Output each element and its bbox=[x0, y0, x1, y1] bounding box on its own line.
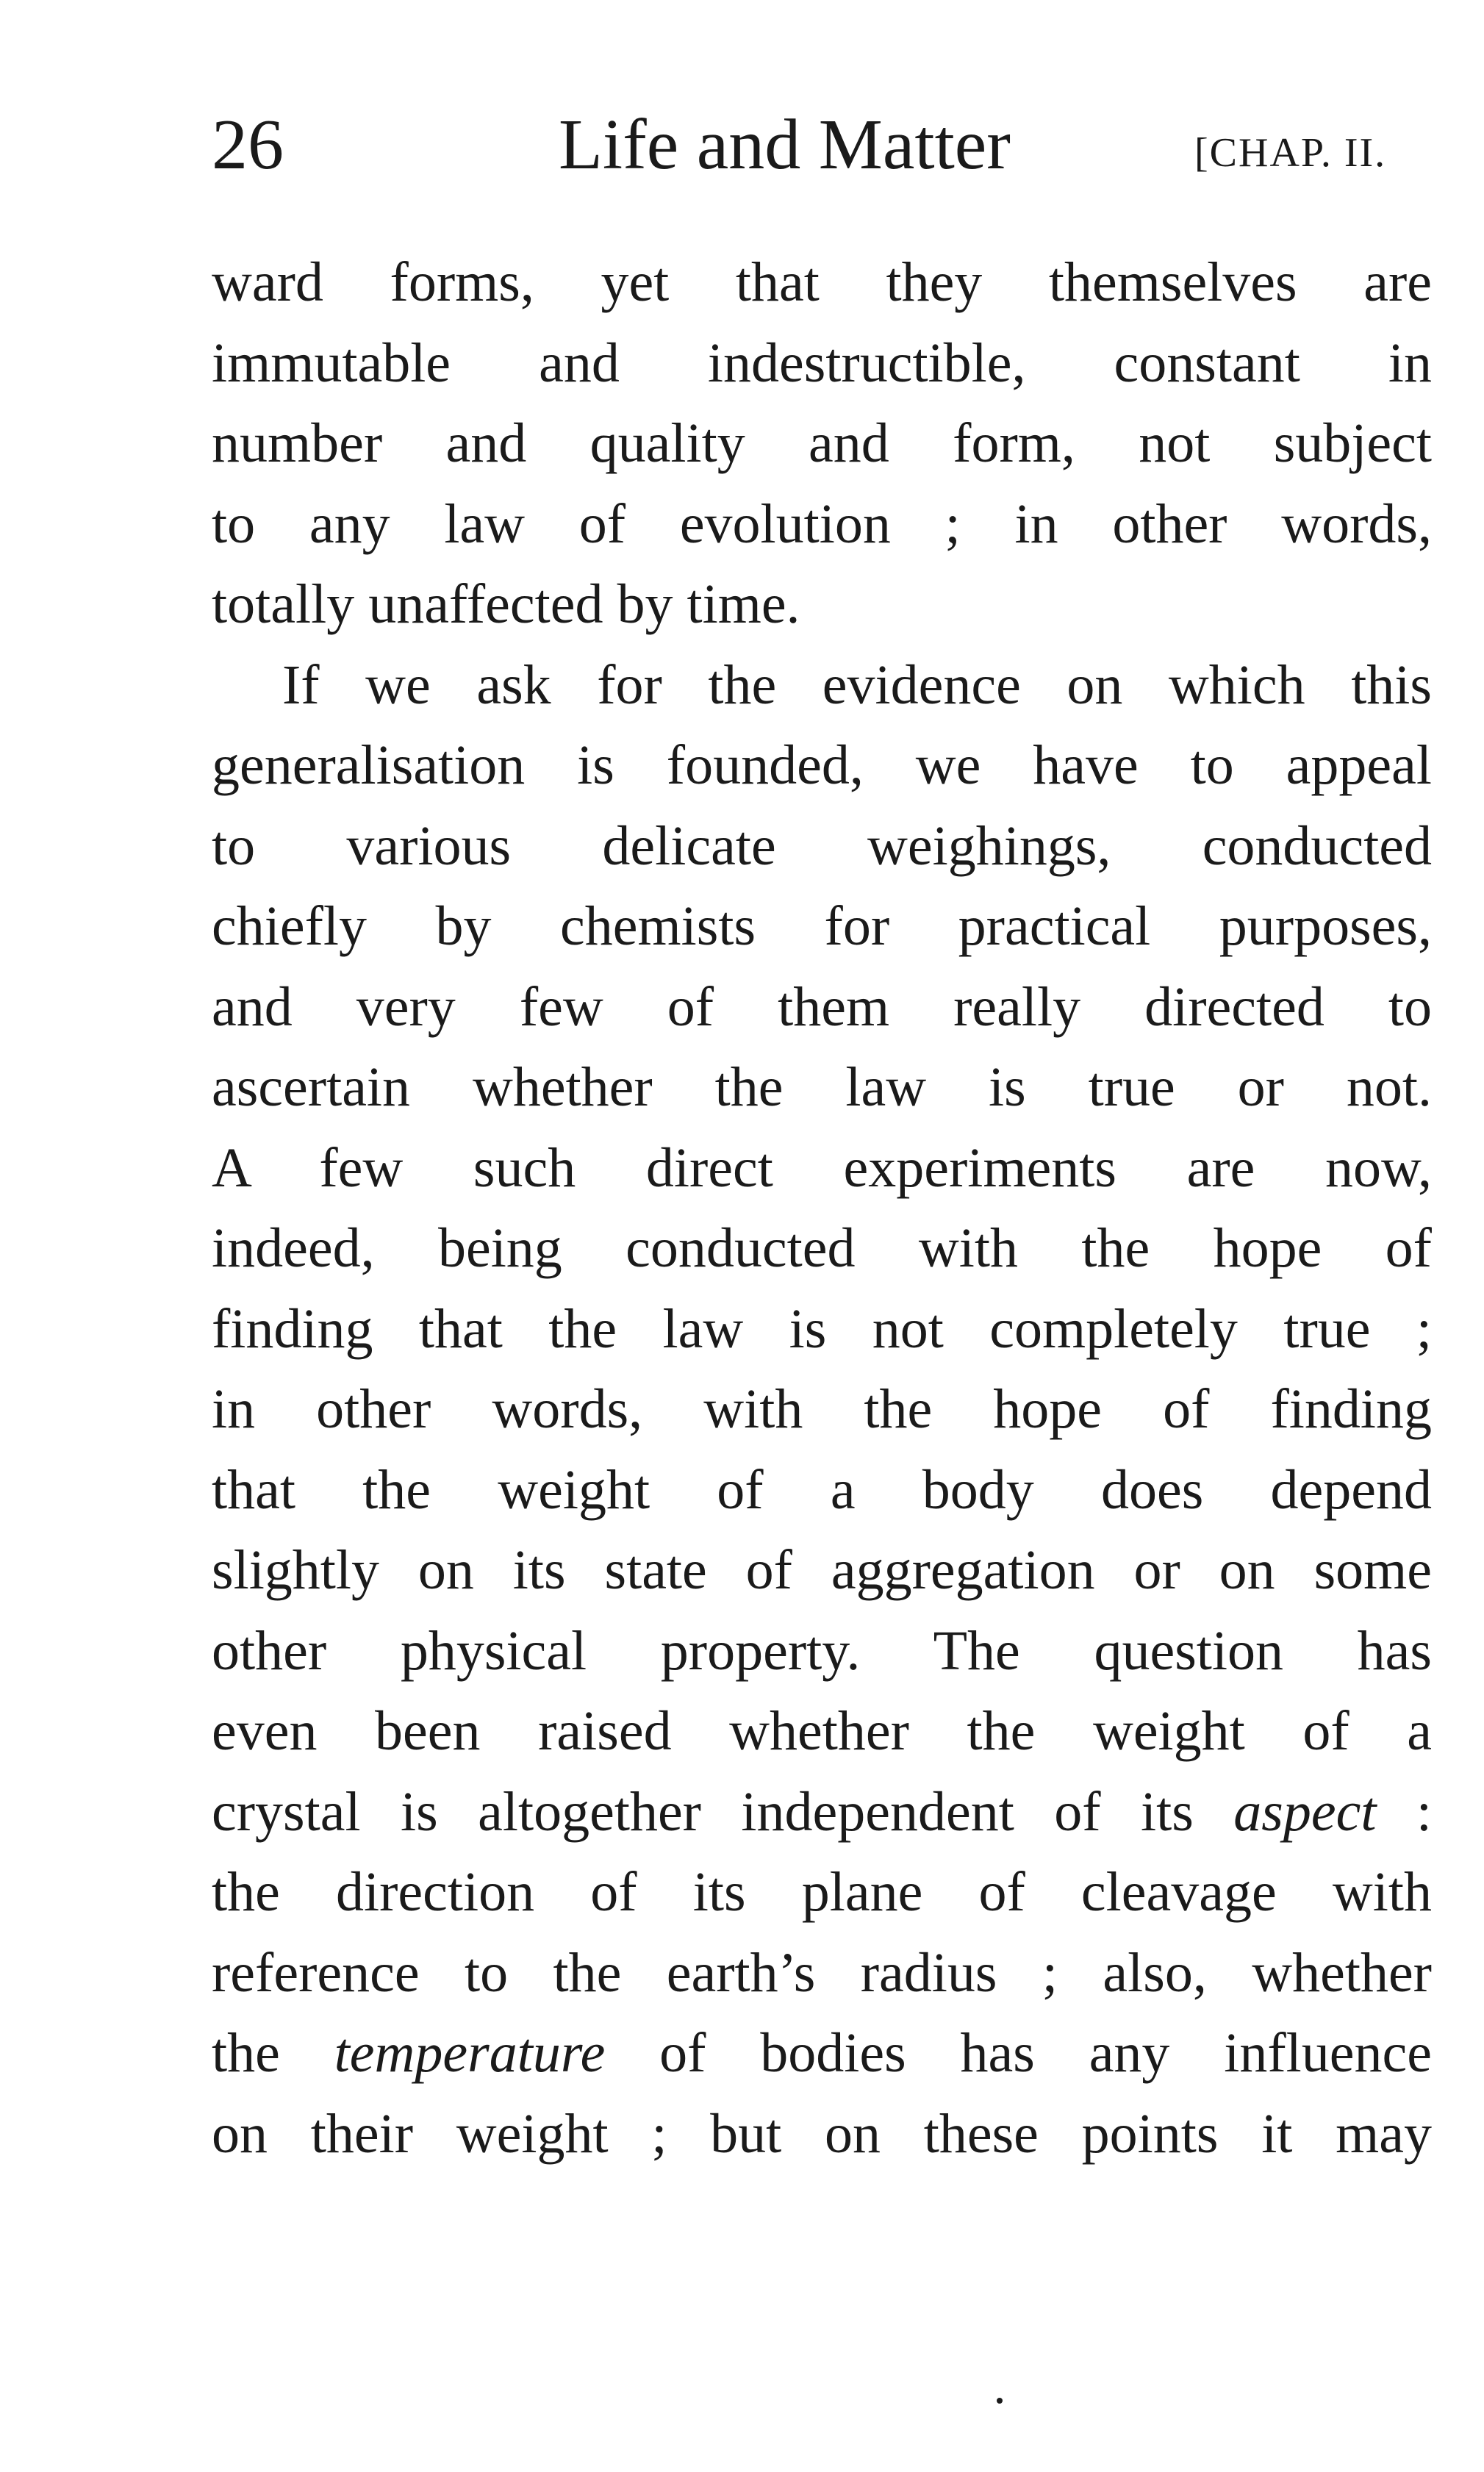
body-text bbox=[212, 243, 1432, 2174]
text-line: the direction of its plane of cleavage with bbox=[212, 1861, 1432, 1923]
text-line: indeed, being conducted with the hope of bbox=[212, 1217, 1432, 1279]
text-line: to any law of evolution ; in other words, bbox=[212, 492, 1432, 555]
page-number: 26 bbox=[212, 105, 284, 184]
text-line: that the weight of a body does depend bbox=[212, 1458, 1432, 1521]
line-text: : bbox=[1376, 1780, 1432, 1843]
signature-dot-mark bbox=[997, 2398, 1003, 2404]
text-line: number and quality and form, not subject bbox=[212, 412, 1432, 474]
text-line: totally unaffected by time. bbox=[212, 573, 800, 635]
line-text: the bbox=[212, 2022, 334, 2084]
paragraph-first-line: If we ask for the evidence on which this bbox=[282, 653, 1432, 716]
text-line: generalisation is founded, we have to appeal bbox=[212, 734, 1432, 796]
text-line: ward forms, yet that they themselves are bbox=[212, 251, 1432, 313]
text-line: on their weight ; but on these points it may bbox=[212, 2102, 1432, 2165]
text-line-with-italic bbox=[212, 1772, 1432, 1853]
text-line: reference to the earth’s radius ; also, whether bbox=[212, 1941, 1432, 2004]
text-line-with-italic bbox=[212, 2013, 1432, 2094]
text-line: chiefly by chemists for practical purposes, bbox=[212, 895, 1432, 957]
text-line: and very few of them really directed to bbox=[212, 975, 1432, 1038]
text-line: finding that the law is not completely true ; bbox=[212, 1297, 1432, 1360]
text-line: ascertain whether the law is true or not. bbox=[212, 1056, 1432, 1118]
text-line: to various delicate weighings, conducted bbox=[212, 814, 1432, 877]
chapter-reference: [CHAP. II. bbox=[1194, 130, 1387, 176]
text-line: immutable and indestructible, constant in bbox=[212, 332, 1432, 394]
italic-word: aspect bbox=[1233, 1780, 1377, 1843]
running-title: Life and Matter bbox=[559, 105, 1011, 184]
line-text: of bodies has any influence bbox=[605, 2022, 1432, 2084]
text-line: other physical property. The question has bbox=[212, 1619, 1432, 1682]
text-line: A few such direct experiments are now, bbox=[212, 1136, 1432, 1199]
running-head bbox=[0, 0, 1484, 221]
text-line: slightly on its state of aggregation or on some bbox=[212, 1539, 1432, 1601]
text-line: in other words, with the hope of finding bbox=[212, 1378, 1432, 1440]
line-text: crystal is altogether independent of its bbox=[212, 1780, 1234, 1843]
text-line: even been raised whether the weight of a bbox=[212, 1700, 1432, 1762]
italic-word: temperature bbox=[334, 2022, 606, 2084]
